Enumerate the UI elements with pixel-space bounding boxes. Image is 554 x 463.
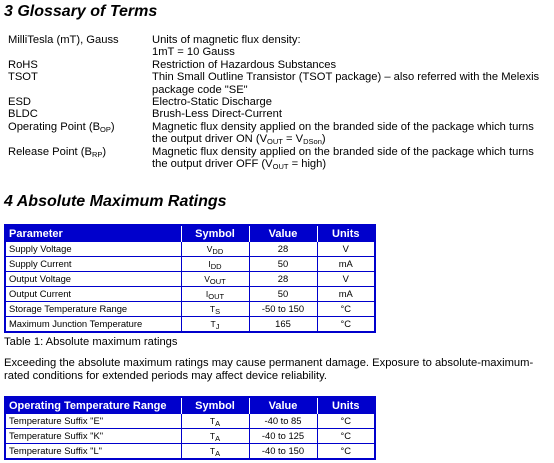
glossary-row <box>8 34 554 59</box>
symbol-cell: $V_{DD}$ <box>181 242 249 257</box>
unit-cell: V <box>317 272 375 287</box>
table-row <box>5 242 375 257</box>
symbol-cell: $T_A$ <box>181 444 249 460</box>
column-header: Units <box>317 225 375 242</box>
glossary-row <box>8 108 554 120</box>
value-cell: -40 to 125 <box>249 429 317 444</box>
glossary-term: RoHS <box>8 58 38 71</box>
ratings-heading: 4 Absolute Maximum Ratings <box>4 193 227 210</box>
parameter-cell: Temperature Suffix "K" <box>5 429 181 444</box>
glossary-term: Release Point $(B_{RP})$ <box>8 145 107 159</box>
table-row <box>5 257 375 272</box>
glossary-definition: Restriction of Hazardous Substances <box>152 58 337 71</box>
value-cell: -40 to 150 <box>249 444 317 460</box>
table-row <box>5 272 375 287</box>
table-row <box>5 302 375 317</box>
unit-cell: mA <box>317 257 375 272</box>
table-row <box>5 429 375 444</box>
parameter-cell: Temperature Suffix "L" <box>5 444 181 460</box>
table-header-row <box>5 397 375 414</box>
parameter-cell: Output Current <box>5 287 181 302</box>
glossary-term: BLDC <box>8 108 38 121</box>
symbol-cell: $T_A$ <box>181 414 249 429</box>
value-cell: 28 <box>249 242 317 257</box>
glossary-heading: 3 Glossary of Terms <box>4 3 158 20</box>
value-cell: 50 <box>249 257 317 272</box>
glossary-row <box>8 96 554 108</box>
column-header: Units <box>317 397 375 414</box>
column-header: Symbol <box>181 225 249 242</box>
glossary-definition: Electro-Static Discharge <box>152 96 272 109</box>
glossary-term: ESD <box>8 96 32 109</box>
unit-cell: mA <box>317 287 375 302</box>
symbol-cell: $V_{OUT}$ <box>181 272 249 287</box>
value-cell: -50 to 150 <box>249 302 317 317</box>
ratings-note: Exceeding the absolute maximum ratings may cause permanent damage. Exposure to absolute-maximum- rated conditions for extended periods may affect device reliability. <box>4 357 534 382</box>
column-header: Value <box>249 397 317 414</box>
unit-cell: V <box>317 242 375 257</box>
symbol-cell: $T_A$ <box>181 429 249 444</box>
parameter-cell: Maximum Junction Temperature <box>5 317 181 333</box>
symbol-cell: $T_J$ <box>181 317 249 333</box>
glossary-definition: Magnetic flux density applied on the branded side of the package which turns the output driver ON $(V_{OUT} = V_{DSon})$ <box>152 120 534 147</box>
parameter-cell: Supply Current <box>5 257 181 272</box>
symbol-cell: $I_{DD}$ <box>181 257 249 272</box>
parameter-cell: Output Voltage <box>5 272 181 287</box>
unit-cell: °C <box>317 414 375 429</box>
value-cell: 28 <box>249 272 317 287</box>
table-row <box>5 444 375 460</box>
glossary-definition: Units of magnetic flux density: 1mT = 10 Gauss <box>152 34 301 59</box>
column-header: Operating Temperature Range <box>5 397 181 414</box>
value-cell: -40 to 85 <box>249 414 317 429</box>
glossary-row-operating-point <box>8 121 554 146</box>
glossary-definition: Thin Small Outline Transistor (TSOT package) – also referred with the Melexis package code "SE" <box>152 71 540 96</box>
glossary-term: MilliTesla (mT), Gauss <box>8 34 119 46</box>
glossary-term: TSOT <box>8 71 38 84</box>
table-header-row <box>5 225 375 242</box>
table-row <box>5 317 375 333</box>
table-caption: Table 1: Absolute maximum ratings <box>4 336 178 348</box>
symbol-cell: $I_{OUT}$ <box>181 287 249 302</box>
parameter-cell: Supply Voltage <box>5 242 181 257</box>
value-cell: 50 <box>249 287 317 302</box>
glossary-list <box>8 34 554 170</box>
column-header: Parameter <box>5 225 181 242</box>
parameter-cell: Storage Temperature Range <box>5 302 181 317</box>
unit-cell: °C <box>317 302 375 317</box>
glossary-row <box>8 71 554 96</box>
glossary-definition: Magnetic flux density applied on the branded side of the package which turns the output driver OFF ($V_{OUT}$ = high) <box>152 145 534 172</box>
operating-temperature-table <box>4 396 376 460</box>
symbol-cell: $T_S$ <box>181 302 249 317</box>
glossary-term: Operating Point $(B_{OP})$ <box>8 120 115 134</box>
absolute-max-ratings-table <box>4 224 376 333</box>
unit-cell: °C <box>317 317 375 333</box>
column-header: Symbol <box>181 397 249 414</box>
column-header: Value <box>249 225 317 242</box>
value-cell: 165 <box>249 317 317 333</box>
glossary-definition: Brush-Less Direct-Current <box>152 108 282 121</box>
table-row <box>5 287 375 302</box>
unit-cell: °C <box>317 444 375 460</box>
unit-cell: °C <box>317 429 375 444</box>
glossary-row <box>8 59 554 71</box>
table-row <box>5 414 375 429</box>
glossary-row-release-point <box>8 146 554 171</box>
parameter-cell: Temperature Suffix "E" <box>5 414 181 429</box>
